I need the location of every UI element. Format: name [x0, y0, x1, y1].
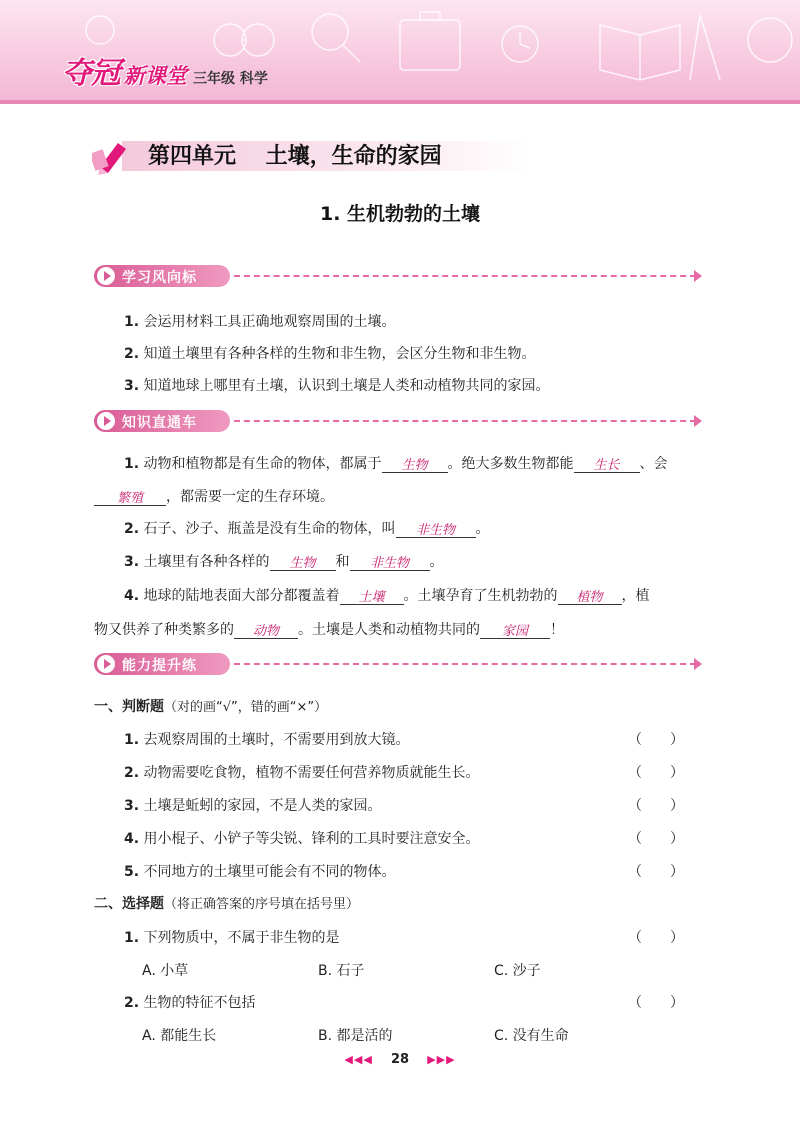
judge-item: 1. 去观察周围的土壤时，不需要用到放大镜。: [124, 732, 410, 748]
brand-main: 夺冠: [62, 56, 120, 91]
fill-blank[interactable]: 生物: [382, 454, 448, 473]
judge-item: 2. 动物需要吃食物，植物不需要任何营养物质就能生长。: [124, 765, 480, 781]
answer-paren[interactable]: （ ）: [628, 995, 684, 1011]
fill-blank[interactable]: 家园: [480, 620, 550, 639]
section-header-practice: [94, 653, 704, 677]
section-label: 知识直通车: [122, 415, 197, 431]
option-c[interactable]: C. 没有生命: [494, 1028, 569, 1044]
play-icon: [97, 267, 115, 285]
play-icon: [97, 412, 115, 430]
unit-title-banner: [92, 137, 532, 169]
fill-blank[interactable]: 植物: [558, 586, 622, 605]
knowledge-item: 3. 土壤里有各种各样的 生物 和 非生物 。: [124, 554, 444, 571]
grade-subject: 三年级 科学: [193, 71, 268, 87]
header-divider: [0, 100, 800, 104]
choice-heading: 二、选择题（将正确答案的序号填在括号里）: [94, 896, 360, 912]
fill-blank[interactable]: 非生物: [350, 552, 430, 571]
brand-sub: 新课堂: [124, 64, 187, 88]
fill-blank[interactable]: 生长: [574, 454, 640, 473]
arrow-right-icon: [694, 658, 702, 670]
judge-heading: 一、判断题（对的画“√”，错的画“×”）: [94, 699, 328, 715]
unit-title: 第四单元 土壤，生命的家园: [148, 144, 442, 169]
section-header-goals: [94, 265, 704, 289]
fill-blank[interactable]: 非生物: [396, 519, 476, 538]
section-label: 能力提升练: [122, 658, 197, 674]
answer-paren[interactable]: （ ）: [628, 930, 684, 946]
goal-item: 2. 知道土壤里有各种各样的生物和非生物，会区分生物和非生物。: [124, 346, 536, 362]
goal-item: 3. 知道地球上哪里有土壤，认识到土壤是人类和动植物共同的家园。: [124, 378, 550, 394]
judge-item: 3. 土壤是蚯蚓的家园，不是人类的家园。: [124, 798, 382, 814]
arrow-right-icon: [694, 415, 702, 427]
arrow-right-icon: [694, 270, 702, 282]
knowledge-item-cont: 物又供养了种类繁多的 动物 。土壤是人类和动植物共同的 家园 ！: [94, 622, 564, 639]
page-number: 28: [390, 1052, 410, 1067]
answer-paren[interactable]: （ ）: [628, 864, 684, 880]
goal-item: 1. 会运用材料工具正确地观察周围的土壤。: [124, 314, 396, 330]
page-header: [0, 0, 800, 100]
option-c[interactable]: C. 沙子: [494, 963, 541, 979]
answer-paren[interactable]: （ ）: [628, 831, 684, 847]
choice-question: 1. 下列物质中，不属于非生物的是: [124, 930, 340, 946]
answer-paren[interactable]: （ ）: [628, 798, 684, 814]
option-b[interactable]: B. 石子: [318, 963, 365, 979]
fill-blank[interactable]: 土壤: [340, 586, 404, 605]
fill-blank[interactable]: 生物: [270, 552, 336, 571]
section-label: 学习风向标: [122, 270, 197, 286]
fill-blank[interactable]: 动物: [234, 620, 298, 639]
fill-blank[interactable]: 繁殖: [94, 487, 166, 506]
judge-item: 4. 用小棍子、小铲子等尖锐、锋利的工具时要注意安全。: [124, 831, 480, 847]
answer-paren[interactable]: （ ）: [628, 765, 684, 781]
knowledge-item-cont: 繁殖 ，都需要一定的生存环境。: [94, 486, 334, 506]
triple-right-arrow-icon: ▶▶▶: [427, 1053, 456, 1066]
brand-logo: [62, 48, 268, 92]
play-icon: [97, 655, 115, 673]
judge-item: 5. 不同地方的土壤里可能会有不同的物体。: [124, 864, 396, 880]
option-b[interactable]: B. 都是活的: [318, 1028, 393, 1044]
lesson-title: 1. 生机勃勃的土壤: [319, 203, 481, 225]
pen-icon: [92, 137, 132, 177]
knowledge-item: 4. 地球的陆地表面大部分都覆盖着 土壤 。土壤孕育了生机勃勃的 植物 ，植: [124, 588, 650, 605]
knowledge-item: 1. 动物和植物都是有生命的物体，都属于 生物 。绝大多数生物都能 生长 、会: [124, 456, 668, 473]
option-a[interactable]: A. 都能生长: [142, 1028, 217, 1044]
section-header-knowledge: [94, 410, 704, 434]
choice-question: 2. 生物的特征不包括: [124, 995, 256, 1011]
page-footer: [0, 1052, 800, 1067]
triple-left-arrow-icon: ◀◀◀: [344, 1053, 373, 1066]
knowledge-item: 2. 石子、沙子、瓶盖是没有生命的物体，叫 非生物 。: [124, 521, 490, 538]
option-a[interactable]: A. 小草: [142, 963, 189, 979]
answer-paren[interactable]: （ ）: [628, 732, 684, 748]
